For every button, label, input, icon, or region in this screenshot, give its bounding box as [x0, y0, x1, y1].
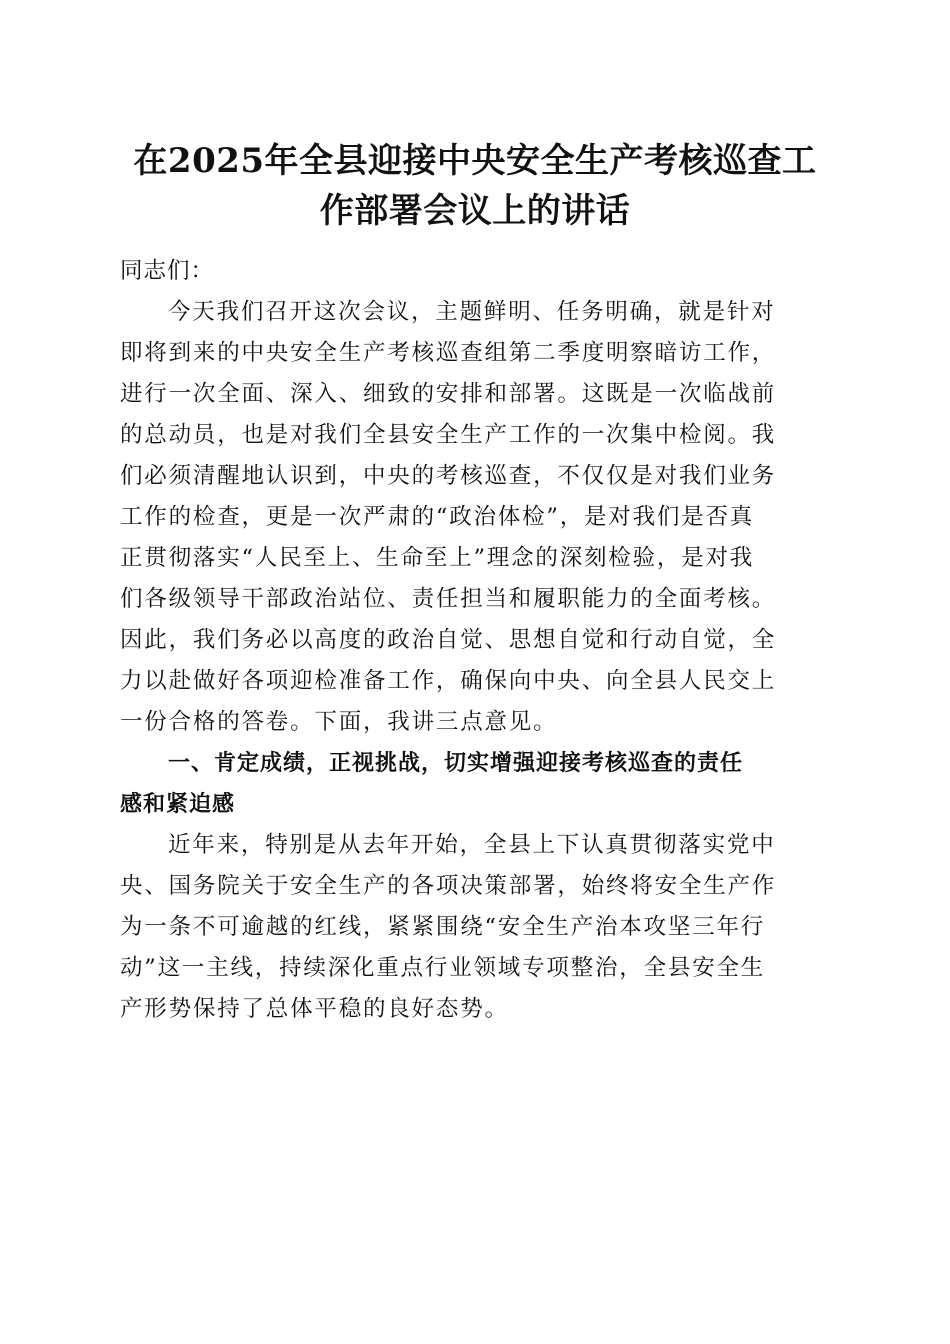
title-line-1: 在2025年全县迎接中央安全生产考核巡查工 [133, 141, 817, 181]
paragraph-line: 们必须清醒地认识到，中央的考核巡查，不仅仅是对我们业务 [120, 463, 777, 489]
paragraph-line: 动”这一主线，持续深化重点行业领域专项整治，全县安全生 [120, 955, 766, 981]
title-line-2: 作部署会议上的讲话 [319, 191, 631, 231]
paragraph-line: 即将到来的中央安全生产考核巡查组第二季度明察暗访工作， [120, 340, 777, 366]
paragraph-line: 正贯彻落实“人民至上、生命至上”理念的深刻检验，是对我 [120, 545, 755, 571]
section-heading-1 [120, 743, 820, 825]
paragraph-intro [120, 292, 820, 743]
paragraph-line: 产形势保持了总体平稳的良好态势。 [120, 996, 509, 1022]
paragraph-line: 近年来，特别是从去年开始，全县上下认真贯彻落实党中 [168, 832, 776, 858]
paragraph-line: 因此，我们务必以高度的政治自觉、思想自觉和行动自觉，全 [120, 627, 777, 653]
paragraph-line: 进行一次全面、深入、细致的安排和部署。这既是一次临战前 [120, 381, 777, 407]
paragraph-line: 一份合格的答卷。下面，我讲三点意见。 [120, 709, 558, 735]
paragraph-line: 们各级领导干部政治站位、责任担当和履职能力的全面考核。 [120, 586, 777, 612]
paragraph-line: 今天我们召开这次会议，主题鲜明、任务明确，就是针对 [168, 299, 776, 325]
paragraph-line: 力以赴做好各项迎检准备工作，确保向中央、向全县人民交上 [120, 668, 777, 694]
heading-line: 感和紧迫感 [120, 792, 236, 817]
paragraph-line: 央、国务院关于安全生产的各项决策部署，始终将安全生产作 [120, 873, 777, 899]
document-title [100, 136, 850, 236]
paragraph-line: 的总动员，也是对我们全县安全生产工作的一次集中检阅。我 [120, 422, 777, 448]
greeting: 同志们： [120, 258, 215, 284]
paragraph-line: 工作的检查，更是一次严肃的“政治体检”，是对我们是否真 [120, 504, 755, 530]
paragraph-section-1 [120, 825, 820, 1030]
document-body [120, 251, 820, 1030]
paragraph-line: 为一条不可逾越的红线，紧紧围绕“安全生产治本攻坚三年行 [120, 914, 766, 940]
heading-line: 一、肯定成绩，正视挑战，切实增强迎接考核巡查的责任 [168, 751, 744, 776]
